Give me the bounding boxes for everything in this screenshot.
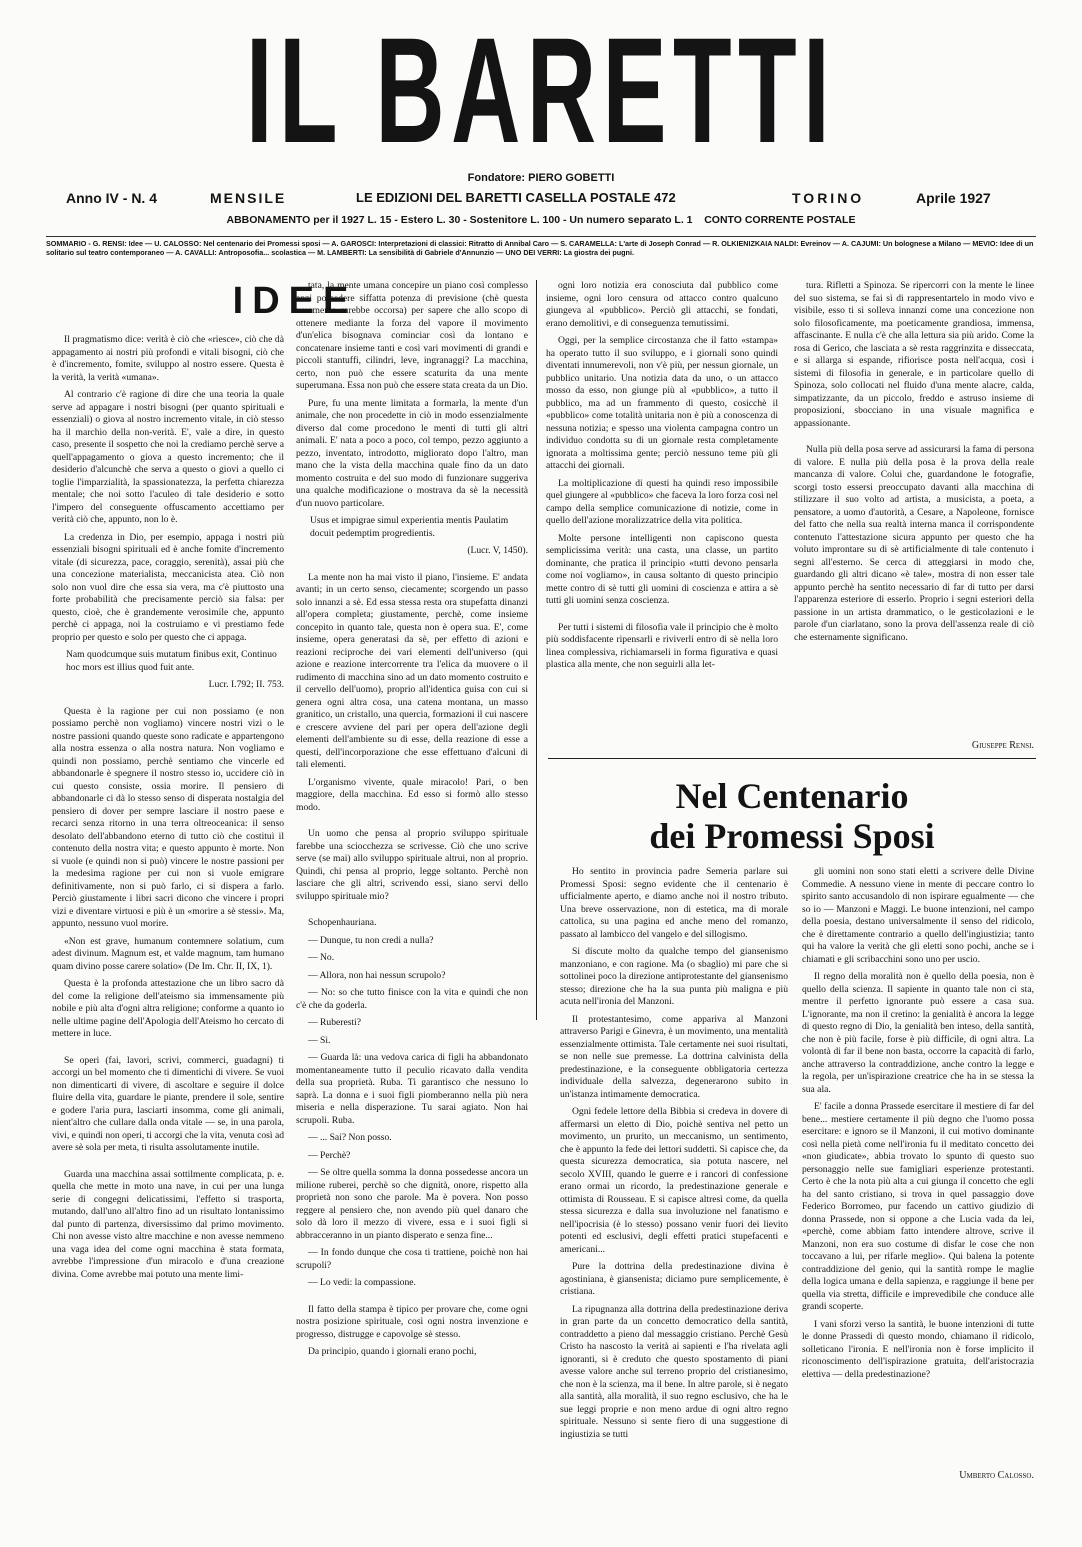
paragraph: Il fatto della stampa è tipico per provare che, come ogni nostra posizione spirituale, così ogni nostra invenzione e progresso, distrugge e capovolge sè stesso. <box>296 1303 528 1340</box>
paragraph: Al contrario c'è ragione di dire che una teoria la quale serve ad appagare i nostri bisogni (per quanto spirituali e essenziali) o giova al nostro incremento vitale, in ciò stesso ha il marchio della non-verità. E', vale a dire, in questo caso, presente il sospetto che noi la crediamo perchè serve a quell'appagamento o giova a questo incremento; che il desiderio d'alcunchè che serva a questo o giovi a quello ci toglie l'imparzialità, la spassionatezza, la perfetta chiarezza mentale; che noi sotto l'aculeo di tale desiderio e sotto l'impero del conseguente offuscamento accettiamo per verità ciò che, appunto, non lo è. <box>52 389 284 525</box>
paragraph: Molte persone intelligenti non capiscono questa semplicissima verità: una casta, una classe, un partito dominante, che pratica il principio «tutti devono pensarla come noi vogliamo», in causa soltanto di questo principio mette contro di sè tutti gli uomini di coscienza e attira a sè tutti gli uomini senza coscienza. <box>546 532 778 606</box>
paragraph: Lucr. I.792; II. 753. <box>208 679 284 690</box>
paragraph: Nam quodcumque suis mutatum finibus exit, Continuo hoc mors est illius quod fuit ante. <box>66 649 277 673</box>
issue-date: Aprile 1927 <box>916 190 991 206</box>
paragraph: Pure la dottrina della predestinazione divina è agostiniana, è giansenista; diciamo pure semplicemente, è cristiana. <box>560 1261 788 1297</box>
article-title-line-2: dei Promessi Sposi <box>649 816 935 856</box>
paragraph: — Lo vedi: la compassione. <box>308 1277 416 1288</box>
paragraph: ogni loro notizia era conosciuta dal pubblico come insieme, ogni loro censura od attacco contro qualcuno giungeva al «pubblico». Perciò gli attacchi, se fondati, erano demolitivi, e di conseguenza temutissimi. <box>546 280 778 329</box>
paragraph: E' facile a donna Prassede esercitare il mestiere di far del bene... mestiere certamente il più degno che l'uomo possa esercitare: e ignoro se il Manzoni, il cui motivo dominante così nella pietà come nell'ironia fu il meditato concetto dei «non giudicate», abbia trovato lo spunto di questo suo personaggio nelle sue famigliari esperienze protestanti. Certo è che la nota più alta a cui giunga il concetto che egli ha del santo cristiano, si trova in quel passaggio dove Federico Borromeo, pur facendo un cattivo giudizio di donna Prassede, non si oppone a che Lucia vada da lei, «perchè, come abbiam fatto intendere altrove, scrive il Manzoni, non era suo costume di disfar le cose che non toccavano a lui, per rifarle meglio». Qui balena la potente contraddizione del genio, qui la santità rompe le maglie della logica umana e della sapienza, e raggiunge il bene per quella via stretta, difficile e imprevedibile che conduce alle grandi scoperte. <box>802 1101 1034 1312</box>
paragraph: Guarda una macchina assai sottilmente complicata, p. e. quella che mette in moto una nave, in cui per una lunga serie di congegni delicatissimi, l'effetto si trasporta, mutando, dall'uno all'altro fino ad un risultato lontanissimo dal punto di partenza, diversissimo dal primo movimento. Chi non avesse visto altre macchine e non avesse nemmeno una vaga idea del come ogni macchina è stata formata, avrebbe l'impressione d'un miracolo e d'una creazione divina. Come avrebbe mai potuto una mente limi- <box>52 1168 284 1280</box>
paragraph: Ho sentito in provincia padre Semeria parlare sui Promessi Sposi: segno evidente che il centenario è ufficialmente aperto, e diamo anche noi il nostro tributo. Una breve osservazione, non di estetica, ma di morale cattolica, su una pagina ed anche meno del romanzo, passato al lambicco del vangelo e del sillogismo. <box>560 866 788 940</box>
paragraph: — Ruberesti? <box>308 1017 362 1028</box>
idee-column-1 <box>52 334 284 1494</box>
paragraph: tata, la mente umana concepire un piano così complesso anzi possedere siffatta potenza di previsione (chè questa veramente sarebbe occorsa) per sapere che allo scopo di ottenere mediante la forza del vapore il movimento d'un'elica bisognava cominciar così da lontano e concatenare insieme tanti e così vari movimenti di grandi e piccoli stantuffi, cilindri, leve, ingranaggi? La macchina, certo, non può che essere scaturita da una mente superumana. Essa non può che essere stata creata da un Dio. <box>296 280 528 391</box>
paragraph: Da principio, quando i giornali erano pochi, <box>308 1346 477 1357</box>
postal-account: CONTO CORRENTE POSTALE <box>704 214 856 226</box>
paragraph: Si discute molto da qualche tempo del giansenismo manzoniano, e con ragione. Ma (o sbaglio) mi pare che si sottolinei poco la direzione antiprotestante del giansenismo stesso; direzione che ha la sua punta più maligna e più acuta nell'ironia del Manzoni. <box>560 946 788 1007</box>
idee-column-2 <box>296 280 528 1500</box>
promessi-column-2 <box>802 866 1034 1466</box>
masthead-title: IL BARETTI <box>245 6 837 174</box>
section-rule <box>548 758 1036 759</box>
paragraph: — In fondo dunque che cosa ti trattiene, poichè non hai scrupoli? <box>296 1247 528 1271</box>
paragraph: Il protestantesimo, come appariva al Manzoni attraverso Parigi e Ginevra, è un movimento, una mentalità essenzialmente ottimista. Tale certamente nei suoi risultati, se non nelle sue premesse. La dottrina calvinista della predestinazione, e la conseguente obbligatoria certezza individuale della salvezza, degenerarono subito in un'istanza intimamente democratica. <box>560 1013 788 1100</box>
author-calosso: Umberto Calosso. <box>959 1470 1034 1481</box>
paragraph: — No. <box>308 952 335 963</box>
city: TORINO <box>792 190 865 206</box>
paragraph: — No: so che tutto finisce con la vita e quindi che non c'è che da goderla. <box>296 987 528 1011</box>
paragraph: — Se oltre quella somma la donna possedesse ancora un milione ruberei, perchè so che dignità, onore, rispetto alla proprietà non sono che parole. Ma è povera. Non posso reggere al pensiero che, non avendo più quel danaro che solo dà loro il mezzo di vivere, essa e i suoi figli si abbracceranno in un pianto disperato e senza fine... <box>296 1167 528 1241</box>
founder-line: Fondatore: PIERO GOBETTI <box>467 172 615 184</box>
subscription-line <box>0 214 1082 226</box>
paragraph: La credenza in Dio, per esempio, appaga i nostri più essenziali bisogni spirituali ed è anche fomite d'incremento vitale (di sicurezza, pace, coraggio, serenità), assai più che una concezione materialista, meccanicista atea. Ciò non solo non vuol dire che essa sia vera, ma c'è piuttosto una forte probabilità che precisamente perciò sia falsa: per questo, cioè, che è grandemente verosimile che, appunto perchè ci appaga, noi la costruiamo e vi prestiamo fede proprio per questo e solo per questo che ci appaga. <box>52 531 284 643</box>
paragraph: (Lucr. V, 1450). <box>467 545 528 556</box>
paragraph: — Perchè? <box>308 1149 351 1161</box>
paragraph: La ripugnanza alla dottrina della predestinazione deriva in gran parte da un concetto democratico della santità, contraddetto a pieno dal messaggio cristiano. Perchè Gesù Cristo ha nascosto la verità ai sapienti e l'ha rivelata agli ignoranti, si è creduto che questo spostamento di piani avesse valore anche sul terreno proprio del cristianesimo, che non è la scienza, ma il bene. In altre parole, si è negato alla santità, alla moralità, il suo regno esclusivo, che ha le sue leggi proprie e non meno ardue di ogni altro regno spirituale. Nessuno si sente fiero di una suggestione di ingiustizia se tutti <box>560 1303 788 1440</box>
article-title-idee: IDEE <box>232 280 358 322</box>
paragraph: — Sì. <box>308 1034 331 1046</box>
idee-column-3 <box>546 280 778 750</box>
paragraph: Per tutti i sistemi di filosofia vale il principio che è molto più soddisfacente ripensarli e riviverli entro di sè nella loro linea complessiva, richiamarseli in forma figurativa e quasi plastica alla mente, che non seguirli alla let- <box>546 621 778 670</box>
paragraph: Questa è la ragione per cui non possiamo (e non possiamo perchè non vogliamo) vincere nostri vizi o le nostre passioni quando queste sono radicate e appartengono alla nostra essenza o alla nostra natura. Non vogliamo e quindi non possiamo, perchè sentiamo che vincerle ed abbandonarle è spegnere il nostro stesso io, uccidere ciò in cui questo consiste, ossia morire. Il pensiero di abbandonarle ci dà lo stesso senso di disperata nostalgia del pensiero di dover per sempre lasciare il nostro paese e recarci senza ritorno in una terra oltreoceanica: il senso desolato dell'abbandono eterno di tutto ciò che costituì il contenuto della nostra vita; e questo appunto è morte. Non si vuole (e quindi non si può) vincere le nostre passioni per la medesima ragione per cui non si vuole emigrare definitivamente, non si può farlo, ci si dispera a farlo. Perciò giustamente i libri sacri dicono che vincere i propri vizi e diventare virtuosi e più è un «morire a sè stessi». Ma, appunto, nessuno vuol morire. <box>52 705 284 929</box>
issue-number: Anno IV - N. 4 <box>66 190 157 206</box>
paragraph: Oggi, per la semplice circostanza che il fatto «stampa» ha operato tutto il suo sviluppo, e i giornali sono quindi diventati innumerevoli, non v'è più, per nessun giornale, un pubblico unitario. Una notizia data da uno, o un attacco mosso da esso, non giunge più al «pubblico», a tutto il pubblico, ma ad un frammento di questo, cosicchè il «pubblico» come totalità unitaria non è più a conoscenza di nessuna notizia; e spesso una violenta campagna contro un individuo condotta su di un giornale resta completamente ignorata a moltissima gente; perciò nessuno teme più gli attacchi dei giornali. <box>546 335 778 471</box>
article-title-line-1: Nel Centenario <box>675 776 909 816</box>
paragraph: I vani sforzi verso la santità, le buone intenzioni di tutte le donne Prassedi di questo mondo, chiamano il ridicolo, solleticano l'ironia. E nell'ironia non è forse implicito il riconoscimento dell'ispirazione gratuita, dell'aristocrazia elettiva — della predestinazione? <box>802 1318 1034 1380</box>
table-of-contents: SOMMARIO - G. RENSI: Idee — U. CALOSSO: Nel centenario dei Promessi sposi — A. GAROSCI: Interpretazioni di classici: Ritratto di Annibal Caro — S. CARAMELLA: L'arte di Joseph Conrad — R. OLKIENIZKAIA NALDI: Evreinov — A. CAJUMI: Un bolognese a Milano — MEVIO: Idee di un solitario sul teatro contemporaneo — A. CAVALLI: Antroposofia... scolastica — M. LAMBERTI: La sensibilità di Gabriele d'Annunzio — UNO DEI VERRI: La giostra dei pugni. <box>46 236 1036 257</box>
paragraph: — Dunque, tu non credi a nulla? <box>308 934 434 946</box>
column-divider <box>536 280 537 1020</box>
promessi-column-1 <box>560 866 788 1506</box>
paragraph: gli uomini non sono stati eletti a scrivere delle Divine Commedie. A nessuno viene in mente di peccare contro lo spirito santo accusandolo di non ispirare egualmente — che so io — Manzoni e Maggi. Le buone intenzioni, nel campo della poesia, destano universalmente il senso del ridicolo, che è direttamente contrario a quello dell'ingiustizia; tanto qui ha valore la verità che gli eletti sono pochi, anche se i chiamati e gli scribacchini sono uno per uscio. <box>802 866 1034 965</box>
publisher: LE EDIZIONI DEL BARETTI CASELLA POSTALE 472 <box>356 190 676 205</box>
paragraph: Schopenhauriana. <box>308 917 377 928</box>
paragraph: Il pragmatismo dice: verità è ciò che «riesce», ciò che dà appagamento ai nostri più profondi e vitali bisogni, ciò che è d'incremento, fomite, sviluppo al nostro essere. Questa è la verità, la verità «umana». <box>52 334 284 383</box>
paragraph: Questa è la profonda attestazione che un libro sacro dà del come la religione dell'ateismo sia immensamente più nobile e più alta d'ogni altra religione; conforme a quanto io nelle ultime pagine dell'Apologia dell'Ateismo ho cercato di mettere in luce. <box>52 978 284 1039</box>
paragraph: La mente non ha mai visto il piano, l'insieme. E' andata avanti; in un certo senso, ciecamente; scorgendo un passo solo innanzi a sè. Ed essa stessa resta ora stupefatta dinanzi all'opera completa; giustamente, perchè, come insieme concepito in quanto tale, questa non è opera sua. E', come insieme, opera generatasi da sè, per effetto di azioni e reazioni reciproche dei vari elementi dell'universo (qui azione e reazione intercorrente tra l'elica da muovere o il rudimento di macchina sino ad un dato momento costruito e il cervello dell'uomo), proprio all'identica guisa con cui si genera ogni altra cosa, una catena montana, un masso granitico, un cristallo, una quercia, formazioni il cui nascere e crescere avviene del pari per opera dell'azione degli elementi dell'ambiente su di esse, della reazione di esse a questi, dell'incorporazione che esse effettuano d'alcuni di tali elementi. <box>296 571 528 770</box>
paragraph: Il regno della moralità non è quello della poesia, non è quello della scienza. Il sapiente in quanto tale non ci sta, mentre il perfetto ignorante può essere a casa sua. L'ignorante, ma non il cretino: la genialità è ancora la legge di questo regno di Dio, la genialità ben inteso, della santità, che non è più facile, forse è più difficile, di ogni altra. La volontà di far il bene non basta, occorre la capacità di farlo, anche attraverso la contraddizione, anche contro la legge e la regola, per un'ispirazione creatrice che ha in se stessa la sua ala. <box>802 971 1034 1095</box>
idee-column-4 <box>794 280 1034 730</box>
paragraph: Un uomo che pensa al proprio sviluppo spirituale farebbe una sciocchezza se scrivesse. Ciò che uno scrive serve (se mai) allo sviluppo spirituale altrui, non al proprio. Quindi, chi pensa al proprio, legge soltanto. Perchè non lasciare che gli altri, scrivendo essi, siano servi dello sviluppo spirituale mio? <box>296 828 528 902</box>
paragraph: — ... Sai? Non posso. <box>308 1132 392 1143</box>
paragraph: Nulla più della posa serve ad assicurarsi la fama di persona di valore. E nulla più della posa è la prova della reale mancanza di valore. Colui che, guardandone le fotografie, scorgi tosto essersi preoccupato davanti alla macchina di stilizzare il suo volto ad artista, a musicista, a poeta, a pensatore, a uomo d'autorità, a Cesare, a Napoleone, fornisce del fatto che nella sua realtà interna manca il corrispondente contenuto l'attestazione sicura appunto per questo che ha voluto improntare su di sè artificialmente di tale contenuto i segni all'esterno. Se cerca di atteggiarsi in modo che, guardando gli altri dicano «è tale», mostra di non esser tale appunto perchè ha sentito necessario di far di tutto per darsi l'apparenza esteriore di esserlo. Proprio i segni esteriori della passione in un artista drammatico, o le gesticolazioni e le parole d'un ciarlatano, sono la prova dell'assenza reale di ciò che esternamente significano. <box>794 444 1034 643</box>
paragraph: — Allora, non hai nessun scrupolo? <box>308 969 446 981</box>
subscription-prices: ABBONAMENTO per il 1927 L. 15 - Estero L. 30 - Sostenitore L. 100 - Un numero separato L. 1 <box>226 214 693 226</box>
paragraph: «Non est grave, humanum contemnere solatium, cum adest divinum. Magnum est, et valde magnum, tam humano quam divino posse carere solatio» (De Im. Chr. II, IX, 1). <box>52 935 284 972</box>
paragraph: La moltiplicazione di questi ha quindi reso impossibile quel giungere al «pubblico» che faceva la loro forza così nel campo della semplice comunicazione di notizie, come in quello dell'azione moralizzatrice della vita politica. <box>546 477 778 526</box>
paragraph: Ogni fedele lettore della Bibbia si credeva in dovere di affermarsi un eletto di Dio, poichè sentiva nel petto un movimento, un prurito, un meccanismo, un sentimento, che è appunto la fede dei lettori suddetti. Si capisce che, da questa sicurezza democratica, sia potuta nascere, nel secolo XVIII, quando le guerre e i rancori di confessione erano ormai un ricordo, la predestinazione generale e ottimista di Rousseau. E si capisce altresì come, da quella stessa sicurezza e dalla sua involuzione nel fanatismo e nell'ipocrisia (è lo stesso) possano venir fuori dei lievito potenti ed esclusivi, degli effetti pratici stupefacenti e americani... <box>560 1106 788 1255</box>
paragraph: Pure, fu una mente limitata a formarla, la mente d'un animale, che non procedette in ciò in modo essenzialmente diverso dal come procedono le menti di tutti gli altri animali. E' nata a poco a poco, col tempo, pezzo aggiunto a pezzo, inventato, introdotto, migliorato dopo l'altro, man mano che la vista della macchina quale fino da un dato momento costruita e del suo modo di funzionare suggeriva una qualche modificazione o mostrava da sè la necessità d'un nuovo particolare. <box>296 397 528 509</box>
author-rensi: Giuseppe Rensi. <box>971 740 1034 751</box>
paragraph: L'organismo vivente, quale miracolo! Pari, o ben maggiore, della macchina. Ed esso si formò allo stesso modo. <box>296 776 528 813</box>
paragraph: tura. Rifletti a Spinoza. Se ripercorri con la mente le linee del suo sistema, se fai sì di rappresentartelo in modo vivo e visibile, esso ti si solleva innanzi come una concezione non solo filosoficamente, ma poeticamente grandiosa, immensa, affascinante. E nulla c'è che alla lettura sia più arido. Come la rosa di Gerico, che lasciata a sè resta raggrinzita e disseccata, e si allarga si espande, rifiorisce posta nell'acqua, così i sistemi di filosofia in generale, e in particolare quello di Spinoza, solo collocati nel fluido d'una mente alacre, calda, simpatizzante, da un piccolo, freddo e astruso insieme di proposizioni, sbocciano in una visuale magnifica e appassionante. <box>794 280 1034 429</box>
frequency: MENSILE <box>210 190 287 206</box>
paragraph: Usus et impigrae simul experientia mentis Paulatim docuit pedemptim progredientis. <box>310 515 509 539</box>
paragraph: Se operi (fai, lavori, scrivi, commerci, guadagni) ti accorgi un bel momento che ti dimentichi di vivere. Se vuoi non dimenticarti di vivere, di ascoltare e seguire il dolce fluire della vita, guardare le piante, prendere il sole, sentire e godere l'aria pura, lasciarti insomma, come gli animali, nient'altro che cullare dalla onda vitale — se, in una parola, vivi, e quindi non operi, ti accorgi che la vita, venuta così ad avere sè sola per meta, ti risulta assolutamente inutile. <box>52 1054 284 1153</box>
paragraph: — Guarda là: una vedova carica di figli ha abbandonato momentaneamente tutto il peculio ricavato dalla vendita della sua proprietà. Ruba. Ti garantisco che nessuno lo saprà. La donna e i suoi figli piomberanno nella più nera miseria e nella disperazione. Tu sarai agiato. Non hai scrupoli. Ruba. <box>296 1052 528 1126</box>
